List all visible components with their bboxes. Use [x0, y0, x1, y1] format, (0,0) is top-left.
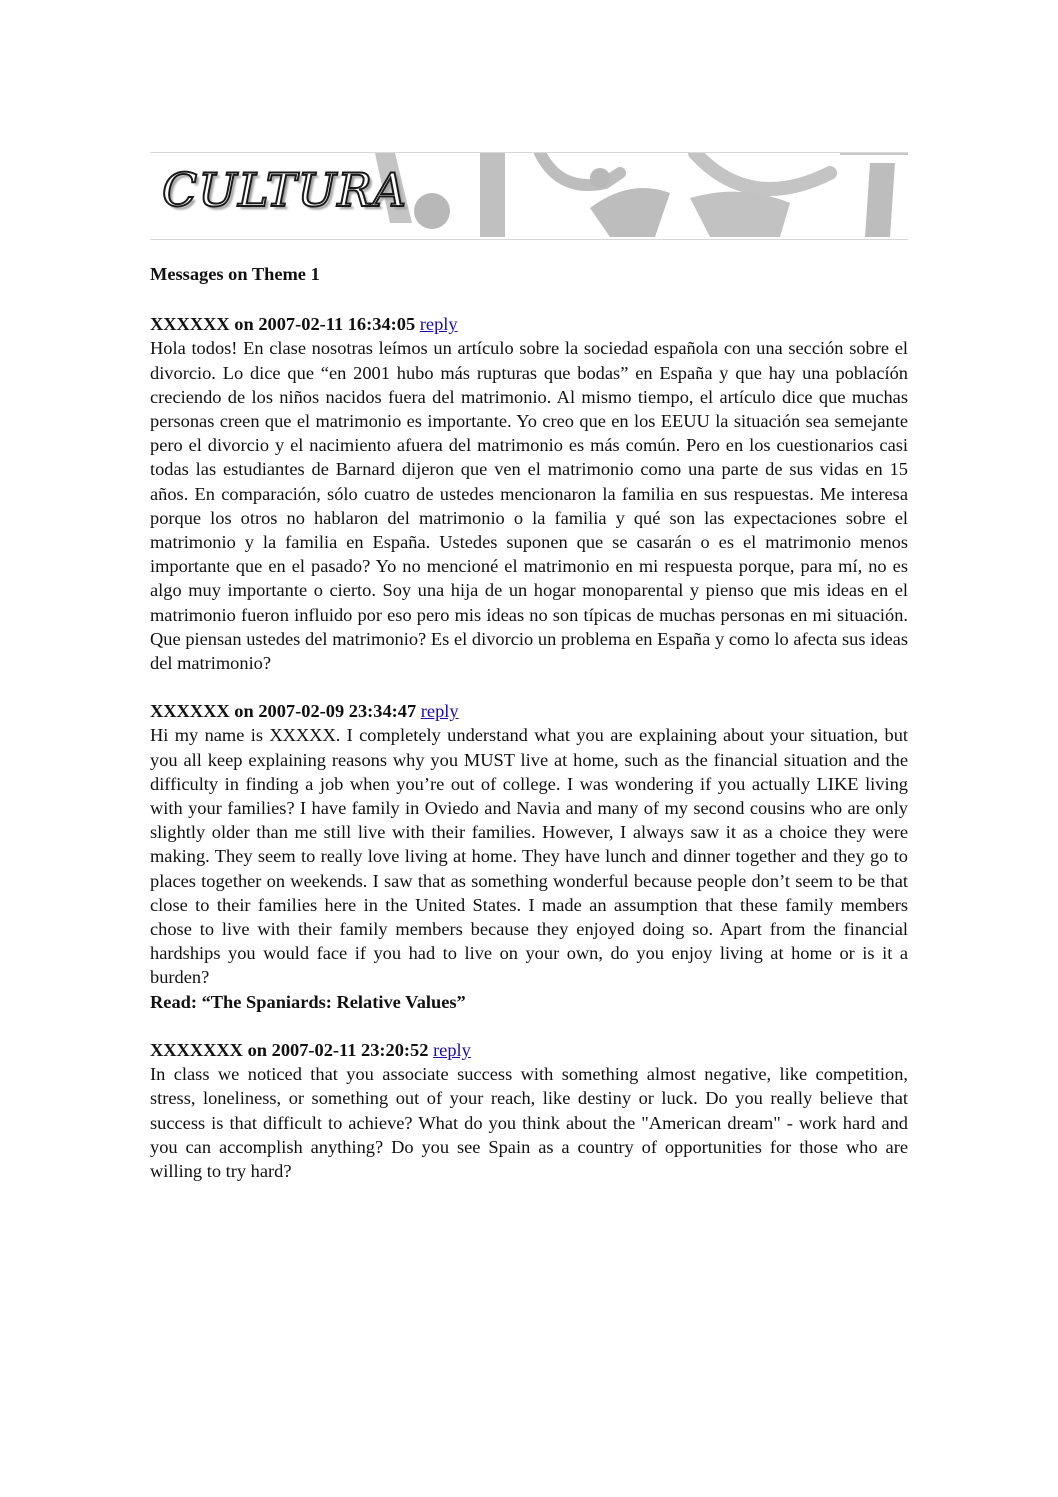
decor-dot-small	[590, 168, 610, 188]
messages-content	[150, 262, 908, 1207]
decor-swirl	[695, 153, 830, 189]
reply-link[interactable]: reply	[433, 1039, 471, 1060]
message-post	[150, 312, 908, 675]
post-date: 2007-02-11 23:20:52	[271, 1039, 429, 1060]
post-author: XXXXXXX	[150, 1039, 243, 1060]
post-header	[150, 1038, 908, 1062]
reply-link[interactable]: reply	[419, 314, 458, 335]
post-author: XXXXXX	[150, 701, 230, 722]
post-header	[150, 312, 908, 336]
post-on-word: on	[234, 314, 254, 335]
cultura-logo: CULTURA	[162, 163, 408, 217]
decor-bar-right	[865, 163, 895, 237]
post-body: Hi my name is XXXXX. I completely understand what you are explaining about your situation, but you all keep explaining reasons why you MUST live at home, such as the financial situation and the difficulty in finding a job when you’re out of college. I was wondering if you actually LIKE living with your families? I have family in Oviedo and Navia and many of my second cousins who are only slightly older than me still live with their families. However, I always saw it as a choice they were making. They seem to really love living at home. They have lunch and dinner together and they go to places together on weekends. I saw that as something wonderful because people don’t seem to be that close to their families here in the United States. I made an assumption that these family members chose to live with their family members because they enjoyed doing so. Apart from the financial hardships you would face if you had to live on your own, do you enjoy living at home or is it a burden?	[150, 725, 908, 988]
section-title: Messages on Theme 1	[150, 264, 320, 284]
decor-dot	[414, 193, 450, 229]
post-author: XXXXXX	[150, 314, 230, 335]
post-body: Hola todos! En clase nosotras leímos un artículo sobre la sociedad española con una sección sobre el divorcio. Lo dice que “en 2001 hubo más rupturas que bodas” en España y que hay una poblacíón creciendo de los niños nacidos fuera del matrimonio. Al mismo tiempo, el artículo dice que muchas personas creen que el matrimonio es importante. Yo creo que en los EEUU la situación sea semejante pero el divorcio y el nacimiento afuera del matrimonio es más común. Pero en los cuestionarios casi todas las estudiantes de Barnard dijeron que ven el matrimonio como una parte de sus vidas en 15 años. En comparación, sólo cuatro de ustedes mencionaron la familia en sus respuestas. Me interesa porque los otros no hablaron del matrimonio o la familia y qué son las expectaciones sobre el matrimonio y la familia en España. Ustedes suponen que se casarán o es el matrimonio menos importante que en el pasado? Yo no mencioné el matrimonio en mi respuesta porque, para mí, no es algo muy importante o cierto. Soy una hija de un hogar monoparental y pienso que mis ideas en el matrimonio fueron influido por eso pero mis ideas no son típicas de muchas personas en mi situación. Que piensan ustedes del matrimonio? Es el divorcio un problema en España y como lo afecta sus ideas del matrimonio?	[150, 338, 908, 674]
decor-shape	[690, 192, 790, 237]
message-post	[150, 1038, 908, 1183]
post-on-word: on	[234, 701, 254, 722]
post-body: In class we noticed that you associate success with something almost negative, like competition, stress, loneliness, or something out of your reach, like destiny or luck. Do you really believe that success is that difficult to achieve? What do you think about the "American dream" - work hard and you can accomplish anything? Do you see Spain as a country of opportunities for those who are willing to try hard?	[150, 1064, 908, 1181]
post-on-word: on	[247, 1039, 268, 1060]
message-post	[150, 699, 908, 1014]
cultura-banner	[150, 152, 908, 240]
read-reference: Read: “The Spaniards: Relative Values”	[150, 991, 466, 1012]
decor-bar	[480, 153, 505, 237]
reply-link[interactable]: reply	[420, 701, 459, 722]
post-date: 2007-02-09 23:34:47	[258, 701, 417, 722]
post-header	[150, 699, 908, 723]
post-date: 2007-02-11 16:34:05	[258, 314, 416, 335]
decor-blob	[590, 188, 670, 237]
